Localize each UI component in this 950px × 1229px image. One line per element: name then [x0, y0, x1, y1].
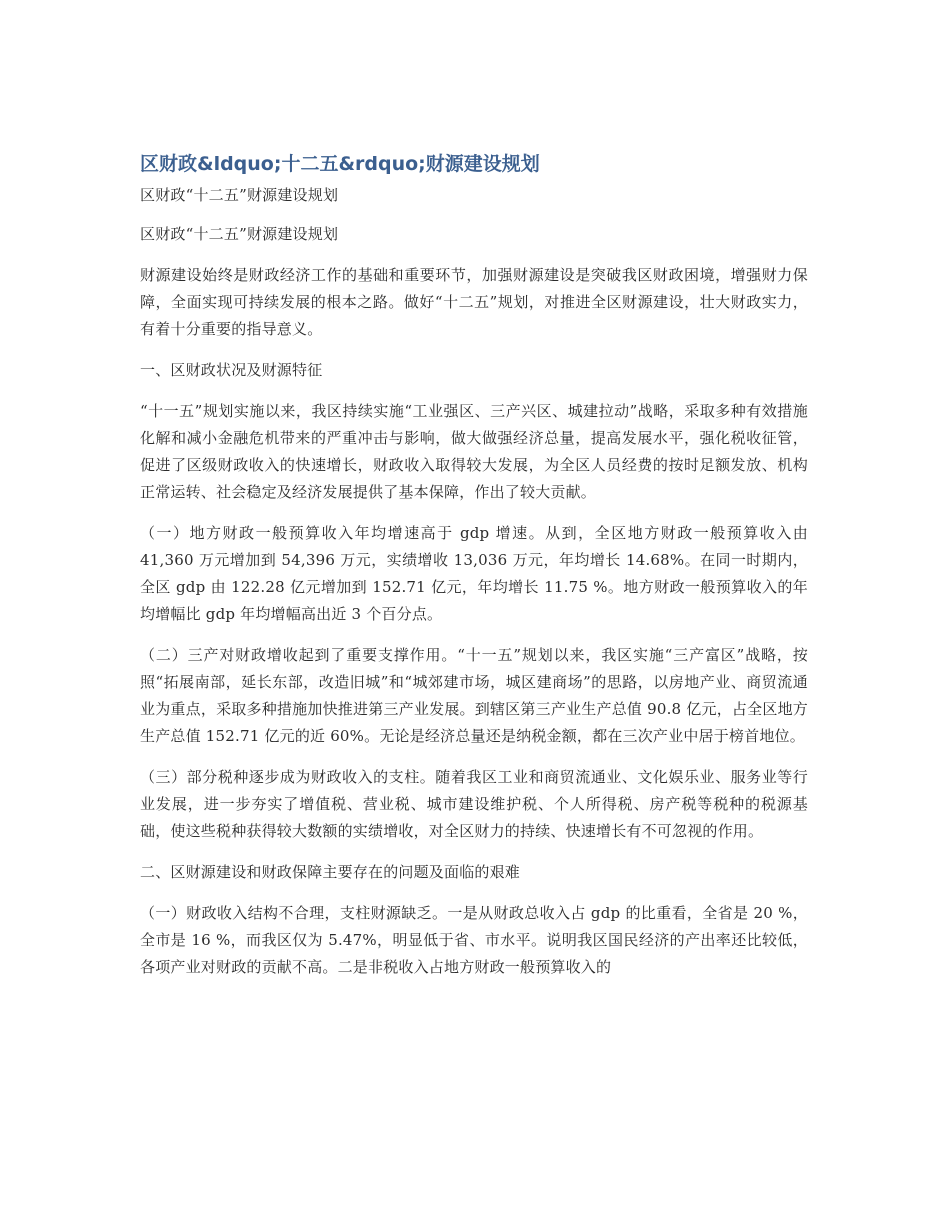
- body-paragraph: （一）地方财政一般预算收入年均增速高于 gdp 增速。从到，全区地方财政一般预算收入由 41,360 万元增加到 54,396 万元，实绩增收 13,036 万元，年均增长 14.68%。在同一时期内，全区 gdp 由 122.28 亿元增加到 152.71 亿元，年均增长 11.75 %。地方财政一般预算收入的年均增幅比 gdp 年均增幅高出近 3 个百分点。: [140, 524, 808, 623]
- document-page: [140, 150, 808, 995]
- section-heading-2: 二、区财源建设和财政保障主要存在的问题及面临的艰难: [140, 863, 521, 881]
- document-title: 区财政&ldquo;十二五&rdquo;财源建设规划: [140, 153, 540, 175]
- subtitle-paragraph: 区财政“十二五”财源建设规划: [140, 186, 339, 204]
- section-heading-1: 一、区财政状况及财源特征: [140, 361, 323, 379]
- body-paragraph: “十一五”规划实施以来，我区持续实施“工业强区、三产兴区、城建拉动”战略，采取多种有效措施化解和减小金融危机带来的严重冲击与影响，做大做强经济总量，提高发展水平，强化税收征管，促进了区级财政收入的快速增长，财政收入取得较大发展，为全区人员经费的按时足额发放、机构正常运转、社会稳定及经济发展提供了基本保障，作出了较大贡献。: [140, 402, 808, 501]
- body-paragraph: （三）部分税种逐步成为财政收入的支柱。随着我区工业和商贸流通业、文化娱乐业、服务业等行业发展，进一步夯实了增值税、营业税、城市建设维护税、个人所得税、房产税等税种的税源基础，使这些税种获得较大数额的实绩增收，对全区财力的持续、快速增长有不可忽视的作用。: [140, 768, 808, 840]
- subtitle-paragraph-repeat: 区财政“十二五”财源建设规划: [140, 225, 339, 243]
- body-paragraph: （二）三产对财政增收起到了重要支撑作用。“十一五”规划以来，我区实施“三产富区”战略，按照“拓展南部，延长东部，改造旧城”和“城郊建市场，城区建商场”的思路，以房地产业、商贸流通业为重点，采取多种措施加快推进第三产业发展。到辖区第三产业生产总值 90.8 亿元，占全区地方生产总值 152.71 亿元的近 60%。无论是经济总量还是纳税金额，都在三次产业中居于榜首地位。: [140, 646, 808, 745]
- intro-paragraph: 财源建设始终是财政经济工作的基础和重要环节，加强财源建设是突破我区财政困境，增强财力保障，全面实现可持续发展的根本之路。做好“十二五”规划，对推进全区财源建设，壮大财政实力，有着十分重要的指导意义。: [140, 266, 808, 338]
- body-paragraph: （一）财政收入结构不合理，支柱财源缺乏。一是从财政总收入占 gdp 的比重看，全省是 20 %，全市是 16 %，而我区仅为 5.47%，明显低于省、市水平。说明我区国民经济的产出率还比较低，各项产业对财政的贡献不高。二是非税收入占地方财政一般预算收入的: [140, 904, 808, 976]
